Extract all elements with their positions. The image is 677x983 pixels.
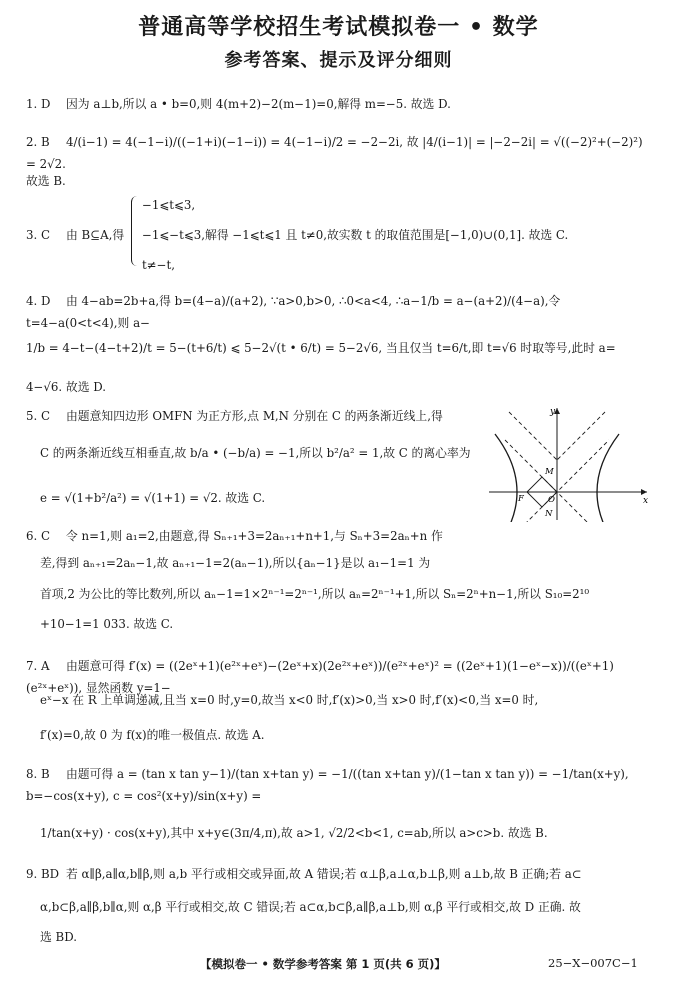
answer-7-line-2: eˣ−x 在 R 上单调递减,且当 x=0 时,y=0,故当 x<0 时,f′(x)>0,当 x>0 时,f′(x)<0,当 x=0 时, xyxy=(40,693,539,707)
answer-5 xyxy=(26,405,476,427)
asymptote-1-upper xyxy=(509,412,557,460)
answer-6-line-4: +10−1=1 033. 故选 C. xyxy=(40,617,174,631)
answer-number: 3. C xyxy=(26,228,51,242)
page-subtitle: 参考答案、提示及评分细则 xyxy=(224,50,453,71)
answer-text: 由题意知四边形 OMFN 为正方形,点 M,N 分别在 C 的两条渐近线上,得 xyxy=(66,409,443,423)
answer-number: 2. B xyxy=(26,135,50,149)
answer-text: 4/(i−1) = 4(−1−i)/((−1+i)(−1−i)) = 4(−1−i)/2 = −2−2i, 故 |4/(i−1)| = |−2−2i| = √((−2)²+(−2)²) = 2√2. xyxy=(26,135,643,171)
answer-6-line-3: 首项,2 为公比的等比数列,所以 aₙ−1=1×2ⁿ⁻¹=2ⁿ⁻¹,所以 aₙ=2ⁿ⁻¹+1,所以 Sₙ=2ⁿ+n−1,所以 S₁₀=2¹⁰ xyxy=(40,587,590,601)
hyperbola-figure xyxy=(487,404,652,522)
answer-7-line-3: f′(x)=0,故 0 为 f(x)的唯一极值点. 故选 A. xyxy=(40,728,265,742)
answer-8 xyxy=(26,763,654,807)
answer-text: 若 α∥β,a∥α,b∥β,则 a,b 平行或相交或异面,故 A 错误;若 α⊥β,a⊥α,b⊥β,则 a⊥b,故 B 正确;若 a⊂ xyxy=(66,867,582,881)
answer-number: 4. D xyxy=(26,294,51,308)
system-row-3: t≠−t, xyxy=(142,258,176,272)
answer-text: 由题可得 a = (tan x tan y−1)/(tan x+tan y) = −1/((tan x+tan y)/(1−tan x tan y)) = −1/tan(x+y), b=−cos(x+y), c = cos²(x+y)/sin(x+y) = xyxy=(26,767,629,803)
answer-5-line-3: e = √(1+b²/a²) = √(1+1) = √2. 故选 C. xyxy=(40,491,266,505)
label-y: y xyxy=(550,407,556,417)
label-m: M xyxy=(545,467,554,477)
answer-4-line-2: 1/b = 4−t−(4−t+2)/t = 5−(t+6/t) ⩽ 5−2√(t • 6/t) = 5−2√6, 当且仅当 t=6/t,即 t=√6 时取等号,此时 a= xyxy=(26,341,616,355)
answer-number: 9. BD xyxy=(26,867,60,881)
system-brace xyxy=(131,196,140,266)
label-x: x xyxy=(643,496,649,506)
footer-code: 25−X−007C−1 xyxy=(548,956,638,970)
answer-number: 1. D xyxy=(26,97,51,111)
answer-5-line-2: C 的两条渐近线互相垂直,故 b/a • (−b/a) = −1,所以 b²/a² = 1,故 C 的离心率为 xyxy=(40,446,471,460)
answer-text: 令 n=1,则 a₁=2,由题意,得 Sₙ₊₁+3=2aₙ₊₁+n+1,与 Sₙ+3=2aₙ+n 作 xyxy=(66,529,443,543)
answer-number: 5. C xyxy=(26,409,51,423)
answer-9 xyxy=(26,863,654,885)
answer-1 xyxy=(26,93,654,115)
system-row-1: −1⩽t⩽3, xyxy=(142,198,196,212)
answer-6-line-2: 差,得到 aₙ₊₁=2aₙ−1,故 aₙ₊₁−1=2(aₙ−1),所以{aₙ−1}是以 a₁−1=1 为 xyxy=(40,556,431,570)
answer-number: 8. B xyxy=(26,767,50,781)
answer-9-line-2: α,b⊂β,a∥β,b∥α,则 α,β 平行或相交,故 C 错误;若 a⊂α,b⊂β,a∥β,a⊥b,则 α,β 平行或相交,故 D 正确. 故 xyxy=(40,900,581,914)
answer-2 xyxy=(26,131,654,175)
answer-text: 因为 a⊥b,所以 a • b=0,则 4(m+2)−2(m−1)=0,解得 m=−5. 故选 D. xyxy=(66,97,451,111)
answer-2-line-2: 故选 B. xyxy=(26,174,66,188)
right-branch xyxy=(597,434,619,522)
footer-page-info: 【模拟卷一 • 数学参考答案 第 1 页(共 6 页)】 xyxy=(200,957,446,971)
answer-4-line-3: 4−√6. 故选 D. xyxy=(26,380,107,394)
answer-text: 由 B⊆A,得 xyxy=(66,228,125,242)
answer-text: 由 4−ab=2b+a,得 b=(4−a)/(a+2), ∵a>0,b>0, ∴0<a<4, ∴a−1/b = a−(a+2)/(4−a),令 t=4−a(0<t<4),则 a− xyxy=(26,294,561,330)
label-n: N xyxy=(545,509,553,519)
answer-8-line-2: 1/tan(x+y) · cos(x+y),其中 x+y∈(3π/4,π),故 a>1, √2/2<b<1, c=ab,所以 a>c>b. 故选 B. xyxy=(40,826,548,840)
answer-text: 由题意可得 f′(x) = ((2eˣ+1)(e²ˣ+eˣ)−(2eˣ+x)(2e²ˣ+eˣ))/(e²ˣ+eˣ)² = ((2eˣ+1)(1−eˣ−x))/((eˣ+1)(e²ˣ+eˣ)), 显然函数 y=1− xyxy=(26,659,614,695)
answer-9-line-3: 选 BD. xyxy=(40,930,78,944)
answer-number: 7. A xyxy=(26,659,50,673)
x-axis-arrow xyxy=(641,489,647,495)
answer-4 xyxy=(26,290,654,334)
page-title: 普通高等学校招生考试模拟卷一 • 数学 xyxy=(138,15,539,40)
answer-number: 6. C xyxy=(26,529,51,543)
label-f: F xyxy=(518,494,524,504)
system-row-2: −1⩽−t⩽3,解得 −1⩽t⩽1 且 t≠0,故实数 t 的取值范围是[−1,0)∪(0,1]. 故选 C. xyxy=(142,228,569,242)
label-o: O xyxy=(548,495,555,505)
answer-6 xyxy=(26,525,476,547)
asymptote-2-upper xyxy=(557,412,605,460)
left-branch xyxy=(495,434,517,522)
